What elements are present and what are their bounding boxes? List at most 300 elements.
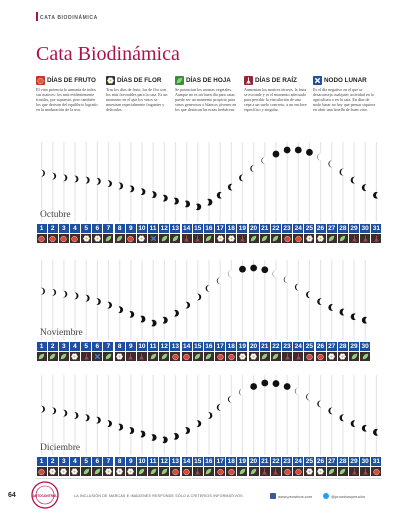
moon-phase-icon <box>373 192 382 199</box>
day-number: 25 <box>305 343 313 350</box>
day-guide <box>186 142 187 222</box>
flor-day-icon <box>249 352 259 361</box>
day-number: 15 <box>194 343 202 350</box>
day-guide <box>320 375 321 455</box>
moon-phase-icon <box>70 292 79 299</box>
fruto-day-icon <box>170 467 180 476</box>
autocontrol-logo <box>30 480 60 510</box>
day-guide <box>130 142 131 222</box>
moon-phase-icon <box>36 406 45 413</box>
moon-phase-icon <box>81 177 90 184</box>
flower-icon <box>106 76 115 85</box>
day-number: 28 <box>339 458 347 465</box>
flor-day-icon <box>70 467 80 476</box>
day-number: 18 <box>227 225 235 232</box>
day-guide <box>331 142 332 222</box>
moon-phase-icon <box>351 177 360 184</box>
moon-phase-icon <box>181 302 191 309</box>
moon-phase-icon <box>362 317 373 324</box>
fruto-day-icon <box>37 467 47 476</box>
day-number: 23 <box>283 225 291 232</box>
legend-description: Aumentan los matices térreos, la fruta se esconde y es el momento adecuado para percibir la vinculación de una cepa a un suelo concreto, a un enclave específico y singular. <box>244 87 307 113</box>
twitter-handle[interactable]: @prowinosymucho <box>331 494 366 499</box>
raiz-day-icon <box>126 352 136 361</box>
hoja-day-icon <box>271 352 281 361</box>
hoja-day-icon <box>92 467 102 476</box>
raiz-day-icon <box>193 234 203 243</box>
day-guide <box>264 142 265 222</box>
moon-phase-icon <box>340 308 350 315</box>
lunar-node-icon <box>313 76 322 85</box>
calendar-strip-noviembre <box>36 342 382 362</box>
day-number: 9 <box>126 457 136 466</box>
day-number: 18 <box>227 343 235 350</box>
hoja-day-icon <box>48 352 58 361</box>
day-number: 3 <box>59 342 69 351</box>
raiz-day-icon <box>237 234 247 243</box>
day-guide <box>164 260 165 340</box>
legend-heading: DÍAS DE RAÍZ <box>255 77 297 84</box>
root-icon <box>244 76 253 85</box>
day-number: 29 <box>350 458 358 465</box>
day-number: 19 <box>238 343 246 350</box>
moon-phase-icon <box>273 151 280 158</box>
legend-heading: NODO LUNAR <box>324 77 367 84</box>
day-guide <box>353 260 354 340</box>
day-guide <box>119 375 120 455</box>
hoja-day-icon <box>103 352 113 361</box>
day-guide <box>220 142 221 222</box>
day-guide <box>197 375 198 455</box>
moon-phase-icon <box>295 147 302 154</box>
raiz-day-icon <box>360 234 370 243</box>
moon-phase-icon <box>147 191 157 198</box>
day-number: 10 <box>138 458 146 465</box>
flor-day-icon <box>316 467 326 476</box>
day-guide <box>309 375 310 455</box>
day-number: 4 <box>70 342 80 351</box>
day-number: 30 <box>361 343 369 350</box>
moon-phase-icon <box>190 203 201 210</box>
month-label: Diciembre <box>40 443 81 453</box>
day-guide <box>342 260 343 340</box>
day-guide <box>331 260 332 340</box>
day-number: 18 <box>227 458 235 465</box>
moon-phase-icon <box>136 188 146 195</box>
day-number: 8 <box>115 457 125 466</box>
hoja-day-icon <box>81 467 91 476</box>
day-number: 11 <box>149 225 157 232</box>
day-number: 26 <box>316 225 325 232</box>
moon-phase-icon <box>328 304 338 311</box>
legend-description: Se potencian los aromas vegetales. Aunque no es un buen día para catar, puede ser un momento propicio para vinos generosos o blancos jóvenes en los que destacan las notas herbáceas. <box>175 87 237 113</box>
day-number: 22 <box>272 343 280 350</box>
hoja-day-icon <box>170 234 180 243</box>
legend-description: El vino potencia la armonía de todos sus matices: los más evidentemente frutales, por supuesto, pero también los que derivan del equilibrio logrado en la maduración de la uva. <box>36 87 98 113</box>
day-number: 20 <box>249 225 258 232</box>
hoja-day-icon <box>271 234 281 243</box>
moon-phase-icon <box>351 313 361 320</box>
flor-day-icon <box>226 234 236 243</box>
day-number: 24 <box>294 225 302 232</box>
raiz-day-icon <box>182 234 192 243</box>
raiz-day-icon <box>349 467 359 476</box>
day-number: 5 <box>81 342 91 351</box>
moon-phase-icon <box>91 417 101 424</box>
day-number: 16 <box>205 225 213 232</box>
raiz-day-icon <box>81 352 91 361</box>
fruto-day-icon <box>282 234 292 243</box>
fruto-day-icon <box>70 234 80 243</box>
day-guide <box>231 375 232 455</box>
moon-phase-icon <box>58 174 67 181</box>
moon-chart-octubre <box>36 142 382 222</box>
day-number: 11 <box>149 458 157 465</box>
day-guide <box>130 260 131 340</box>
moon-phase-icon <box>328 160 336 167</box>
fruto-day-icon <box>48 234 58 243</box>
day-guide <box>287 142 288 222</box>
day-guide <box>298 142 299 222</box>
day-number: 22 <box>272 458 280 465</box>
flor-day-icon <box>338 352 348 361</box>
day-number: 2 <box>48 224 58 233</box>
fruto-day-icon <box>226 467 236 476</box>
day-guide <box>130 375 131 455</box>
moon-phase-icon <box>180 427 190 434</box>
page-number: 64 <box>8 492 16 499</box>
day-number: 2 <box>48 342 58 351</box>
hoja-day-icon <box>37 352 47 361</box>
day-number: 28 <box>339 343 347 350</box>
day-number: 30 <box>361 458 369 465</box>
day-number: 13 <box>171 225 180 232</box>
day-guide <box>208 260 209 340</box>
moon-phase-icon <box>239 266 246 273</box>
legend-item-raiz <box>244 76 310 138</box>
moon-chart-diciembre <box>36 375 382 455</box>
flor-day-icon <box>215 234 225 243</box>
moon-phase-icon <box>179 200 190 207</box>
moon-phase-icon <box>239 174 248 181</box>
day-number: 27 <box>328 458 336 465</box>
moon-phase-icon <box>58 410 67 417</box>
day-number: 17 <box>216 343 224 350</box>
day-number: 20 <box>249 343 258 350</box>
fruto-day-icon <box>37 234 47 243</box>
fruit-icon <box>36 76 45 85</box>
hoja-day-icon <box>148 352 158 361</box>
moon-phase-icon <box>250 165 258 172</box>
day-guide <box>309 260 310 340</box>
moon-phase-icon <box>317 400 325 407</box>
day-guide <box>141 260 142 340</box>
day-number: 1 <box>37 224 47 233</box>
raiz-day-icon <box>260 467 270 476</box>
hoja-day-icon <box>260 352 270 361</box>
raiz-day-icon <box>349 234 359 243</box>
moon-phase-icon <box>81 295 90 302</box>
moon-phase-icon <box>92 298 101 305</box>
moon-phase-icon <box>47 173 56 180</box>
raiz-day-icon <box>193 467 203 476</box>
hoja-day-icon <box>159 234 169 243</box>
day-number: 12 <box>160 225 168 232</box>
day-number: 16 <box>205 458 213 465</box>
flor-day-icon <box>304 234 314 243</box>
day-number: 5 <box>81 457 91 466</box>
moon-phase-icon <box>206 285 214 292</box>
day-number: 6 <box>92 342 102 351</box>
day-guide <box>141 142 142 222</box>
day-guide <box>376 142 377 222</box>
page-title: Cata Biodinámica <box>36 43 180 65</box>
moon-phase-icon <box>317 153 324 160</box>
day-guide <box>119 142 120 222</box>
fruto-day-icon <box>182 352 192 361</box>
nodo-day-icon <box>148 234 158 243</box>
moon-phase-icon <box>146 434 157 441</box>
day-number: 6 <box>92 224 102 233</box>
moon-phase-icon <box>113 306 123 313</box>
flor-day-icon <box>316 234 326 243</box>
day-number: 12 <box>160 343 168 350</box>
fruto-day-icon <box>170 352 180 361</box>
moon-phase-icon <box>47 407 56 414</box>
day-number: 17 <box>216 225 224 232</box>
day-number: 21 <box>261 225 269 232</box>
day-guide <box>164 142 165 222</box>
raiz-day-icon <box>360 467 370 476</box>
legend-heading: DÍAS DE HOJA <box>186 77 231 84</box>
hoja-day-icon <box>115 234 125 243</box>
section-tag: CATA BIODINÁMICA <box>40 15 98 21</box>
hoja-day-icon <box>59 352 69 361</box>
day-guide <box>365 260 366 340</box>
moon-phase-icon <box>273 380 280 387</box>
moon-phase-icon <box>284 276 292 283</box>
day-number: 27 <box>328 225 336 232</box>
moon-phase-icon <box>284 147 291 154</box>
moon-phase-icon <box>362 425 372 432</box>
day-guide <box>298 375 299 455</box>
day-guide <box>231 142 232 222</box>
moon-phase-icon <box>239 389 247 396</box>
legend-heading: DÍAS DE FLOR <box>117 77 162 84</box>
fruto-day-icon <box>282 467 292 476</box>
day-number: 20 <box>249 458 258 465</box>
fruto-day-icon <box>126 234 136 243</box>
disclaimer: LA INCLUSIÓN DE MARCAS E IMÁGENES RESPONDE SÓLO A CRITERIOS INFORMATIVOS <box>74 494 243 498</box>
day-guide <box>175 260 176 340</box>
moon-phase-icon <box>135 315 145 322</box>
day-number: 24 <box>294 343 302 350</box>
moon-phase-icon <box>228 184 238 191</box>
legend-item-flor <box>106 76 172 138</box>
moon-phase-icon <box>217 192 227 199</box>
day-guide <box>153 260 154 340</box>
day-number: 28 <box>339 225 347 232</box>
moon-phase-icon <box>92 178 101 185</box>
flor-day-icon <box>81 234 91 243</box>
hoja-day-icon <box>159 467 169 476</box>
moon-phase-icon <box>70 175 79 182</box>
day-number: 14 <box>182 225 191 232</box>
day-guide <box>287 260 288 340</box>
day-number: 21 <box>261 343 269 350</box>
section-marker <box>36 12 38 21</box>
flor-day-icon <box>137 234 147 243</box>
moon-phase-icon <box>295 284 303 291</box>
hoja-day-icon <box>193 352 203 361</box>
day-number: 24 <box>294 458 302 465</box>
day-number: 31 <box>372 458 380 465</box>
day-number: 9 <box>126 224 136 233</box>
website-link[interactable]: www.prowinos.com <box>278 494 313 499</box>
day-number: 7 <box>103 224 113 233</box>
day-number: 12 <box>160 458 168 465</box>
flor-day-icon <box>115 352 125 361</box>
day-guide <box>153 142 154 222</box>
day-guide <box>353 375 354 455</box>
hoja-day-icon <box>249 467 259 476</box>
legend-item-nodo <box>313 76 379 138</box>
day-number: 9 <box>126 342 136 351</box>
moon-phase-icon <box>80 414 89 421</box>
day-guide <box>119 260 120 340</box>
legend-description: Tras los días de fruto, los de flor son los más favorables para la cata. Es un momento en el que los vinos se muestran especialmente fragantes y delicados. <box>106 87 168 113</box>
svg-text:AUTOCONTROL: AUTOCONTROL <box>32 494 58 498</box>
day-guide <box>175 375 176 455</box>
day-number: 25 <box>305 225 313 232</box>
month-label: Octubre <box>40 210 71 220</box>
moon-phase-icon <box>261 266 268 273</box>
day-guide <box>97 375 98 455</box>
moon-phase-icon <box>157 195 167 202</box>
moon-phase-icon <box>48 289 57 296</box>
moon-phase-icon <box>328 407 337 414</box>
moon-phase-icon <box>228 270 235 277</box>
moon-phase-icon <box>113 423 123 430</box>
moon-phase-icon <box>373 429 382 436</box>
twitter-icon[interactable] <box>323 493 329 499</box>
day-guide <box>331 375 332 455</box>
day-number: 21 <box>261 458 269 465</box>
leaf-icon <box>175 76 184 85</box>
day-number: 19 <box>238 225 246 232</box>
flor-day-icon <box>103 467 113 476</box>
day-number: 8 <box>115 224 125 233</box>
day-number: 13 <box>171 343 180 350</box>
fruto-day-icon <box>226 352 236 361</box>
flor-day-icon <box>304 467 314 476</box>
day-number: 29 <box>350 343 358 350</box>
calendar-strip-octubre <box>36 224 382 244</box>
flor-day-icon <box>48 467 58 476</box>
moon-phase-icon <box>273 270 280 277</box>
day-guide <box>275 375 276 455</box>
hoja-day-icon <box>204 467 214 476</box>
day-number: 13 <box>171 458 180 465</box>
moon-phase-icon <box>125 185 135 192</box>
day-guide <box>242 142 243 222</box>
day-guide <box>242 375 243 455</box>
moon-phase-icon <box>306 149 313 156</box>
day-guide <box>253 260 254 340</box>
moon-phase-icon <box>228 396 236 403</box>
hoja-day-icon <box>137 467 147 476</box>
hoja-day-icon <box>249 234 259 243</box>
day-number: 10 <box>138 343 146 350</box>
flor-day-icon <box>126 467 136 476</box>
day-number: 14 <box>182 458 191 465</box>
fruto-day-icon <box>371 467 381 476</box>
moon-phase-icon <box>168 433 179 440</box>
moon-phase-icon <box>69 412 78 419</box>
fruto-day-icon <box>215 352 225 361</box>
fruto-day-icon <box>59 234 69 243</box>
moon-phase-icon <box>261 380 268 387</box>
moon-phase-icon <box>36 288 45 295</box>
fruto-day-icon <box>316 352 326 361</box>
day-number: 15 <box>194 458 202 465</box>
hoja-day-icon <box>327 234 337 243</box>
flor-day-icon <box>237 352 247 361</box>
day-number: 4 <box>70 224 80 233</box>
day-number: 7 <box>103 342 113 351</box>
moon-phase-icon <box>124 427 134 434</box>
hoja-day-icon <box>349 352 359 361</box>
moon-phase-icon <box>203 412 212 419</box>
day-number: 1 <box>37 457 47 466</box>
moon-phase-icon <box>124 311 134 318</box>
day-number: 26 <box>316 343 325 350</box>
calendar-strip-diciembre <box>36 457 382 477</box>
day-guide <box>108 260 109 340</box>
day-guide <box>253 142 254 222</box>
day-number: 22 <box>272 225 280 232</box>
legend-description: Es el día negativo en el que se desaconseja cualquier actividad en la agricultura o en la cata. En días de nodo lunar no hay que pensar siquiera en abrir una botella de buen vino. <box>313 87 376 113</box>
day-number: 23 <box>283 458 291 465</box>
day-number: 8 <box>115 342 125 351</box>
raiz-day-icon <box>271 467 281 476</box>
day-guide <box>186 375 187 455</box>
day-guide <box>220 260 221 340</box>
day-guide <box>365 375 366 455</box>
day-number: 15 <box>194 225 202 232</box>
day-number: 23 <box>283 343 291 350</box>
flor-day-icon <box>92 234 102 243</box>
moon-phase-icon <box>103 180 112 187</box>
moon-phase-icon <box>306 291 315 298</box>
moon-phase-icon <box>261 157 269 164</box>
legend-heading: DÍAS DE FRUTO <box>47 77 96 84</box>
moon-phase-icon <box>340 414 349 421</box>
moon-phase-icon <box>340 168 348 175</box>
moon-phase-icon <box>146 320 157 327</box>
hoja-day-icon <box>204 352 214 361</box>
day-guide <box>108 375 109 455</box>
fruto-day-icon <box>215 467 225 476</box>
moon-phase-icon <box>362 184 372 191</box>
day-number: 2 <box>48 457 58 466</box>
facebook-icon[interactable] <box>270 493 276 499</box>
hoja-day-icon <box>338 234 348 243</box>
day-number: 16 <box>205 343 213 350</box>
legend-item-fruto <box>36 76 102 138</box>
moon-phase-icon <box>192 293 201 300</box>
month-label: Noviembre <box>40 328 83 338</box>
